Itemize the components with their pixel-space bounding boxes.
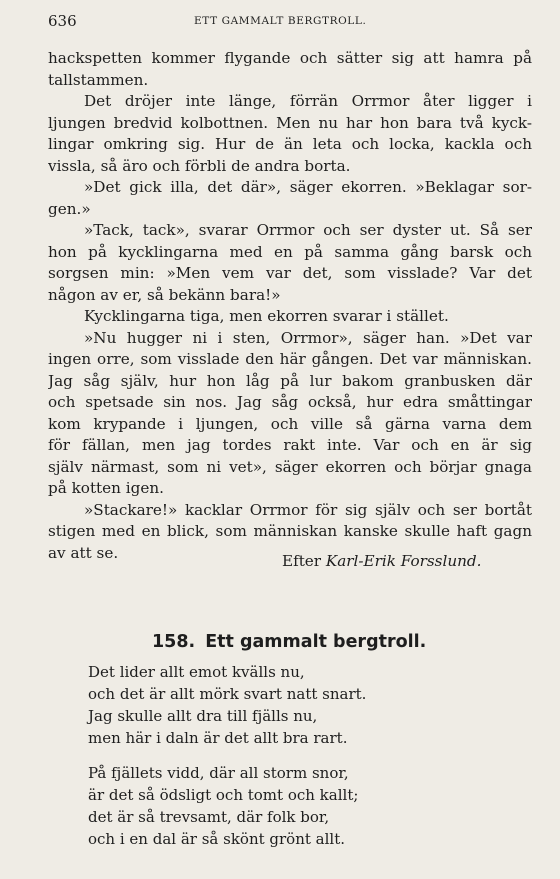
poem-line: det är så trevsamt, där folk bor, (88, 808, 330, 826)
poem-line: Jag skulle allt dra till fjälls nu, (88, 707, 318, 725)
poem-line: Det lider allt emot kvälls nu, (88, 663, 305, 681)
poem-line: och det är allt mörk svart natt snart. (88, 685, 367, 703)
page-number: 636 (48, 12, 77, 30)
attribution-author: Karl-Erik Forsslund. (325, 552, 482, 570)
prose-line: »Stackare!» kacklar Orrmor för sig själv och ser bortåt (84, 500, 532, 519)
prose-line: hon på kycklingarna med en på samma gång barsk och (48, 242, 532, 261)
prose-line: tallstammen. (48, 70, 149, 89)
prose-line: hackspetten kommer flygande och sätter sig att hamra på (48, 49, 532, 67)
poem-stanza (88, 762, 366, 850)
prose-line: Det dröjer inte länge, förrän Orrmor åter ligger i (84, 92, 532, 110)
prose-line: gen.» (48, 199, 91, 218)
prose-line: »Tack, tack», svarar Orrmor och ser dyster ut. Så ser (84, 221, 532, 239)
running-head: ETT GAMMALT BERGTROLL. (194, 15, 367, 27)
prose-line: sorgsen min: »Men vem var det, som visslade? Var det (48, 264, 532, 282)
prose-line: vissla, så äro och förbli de andra borta. (48, 156, 351, 175)
prose-line: ingen orre, som visslade den här gången. Det var människan. (48, 350, 532, 368)
section-number: 158. (152, 632, 196, 652)
attribution-prefix: Efter (282, 552, 322, 570)
prose-line: på kotten igen. (48, 479, 164, 497)
page-header (48, 12, 530, 32)
prose-line: »Nu hugger ni i sten, Orrmor», säger han. »Det var (84, 328, 532, 347)
prose-line: själv närmast, som ni vet», säger ekorren och börjar gnaga (48, 457, 532, 476)
prose-line: »Det gick illa, det där», säger ekorren. »Beklagar sor- (84, 178, 532, 196)
prose-line: kom krypande i ljungen, och ville så gärna varna dem (48, 414, 532, 433)
prose-line: Kycklingarna tiga, men ekorren svarar i stället. (84, 307, 449, 325)
section-title: Ett gammalt bergtroll. (205, 632, 427, 652)
prose-line: av att se. (48, 543, 119, 562)
prose-line: för fällan, men jag tordes rakt inte. Var och en är sig (48, 436, 532, 454)
prose-line: Jag såg själv, hur hon låg på lur bakom granbusken där (48, 371, 532, 390)
poem-line: På fjällets vidd, där all storm snor, (88, 764, 349, 782)
prose-line: någon av er, så bekänn bara!» (48, 285, 281, 304)
poem (88, 661, 366, 863)
prose-line: lingar omkring sig. Hur de än leta och locka, kackla och (48, 135, 532, 153)
poem-line: är det så ödsligt och tomt och kallt; (88, 786, 359, 804)
prose-line: ljungen bredvid kolbottnen. Men nu har hon bara två kyck- (48, 113, 532, 132)
attribution (282, 552, 481, 570)
prose-line: och spetsade sin nos. Jag såg också, hur edra småttingar (48, 393, 532, 411)
prose-line: stigen med en blick, som människan kanske skulle haft gagn (48, 522, 532, 540)
prose-block (48, 48, 532, 564)
section-heading (152, 632, 426, 652)
poem-line: och i en dal är så skönt grönt allt. (88, 830, 345, 848)
poem-stanza (88, 661, 366, 749)
poem-line: men här i daln är det allt bra rart. (88, 729, 348, 747)
